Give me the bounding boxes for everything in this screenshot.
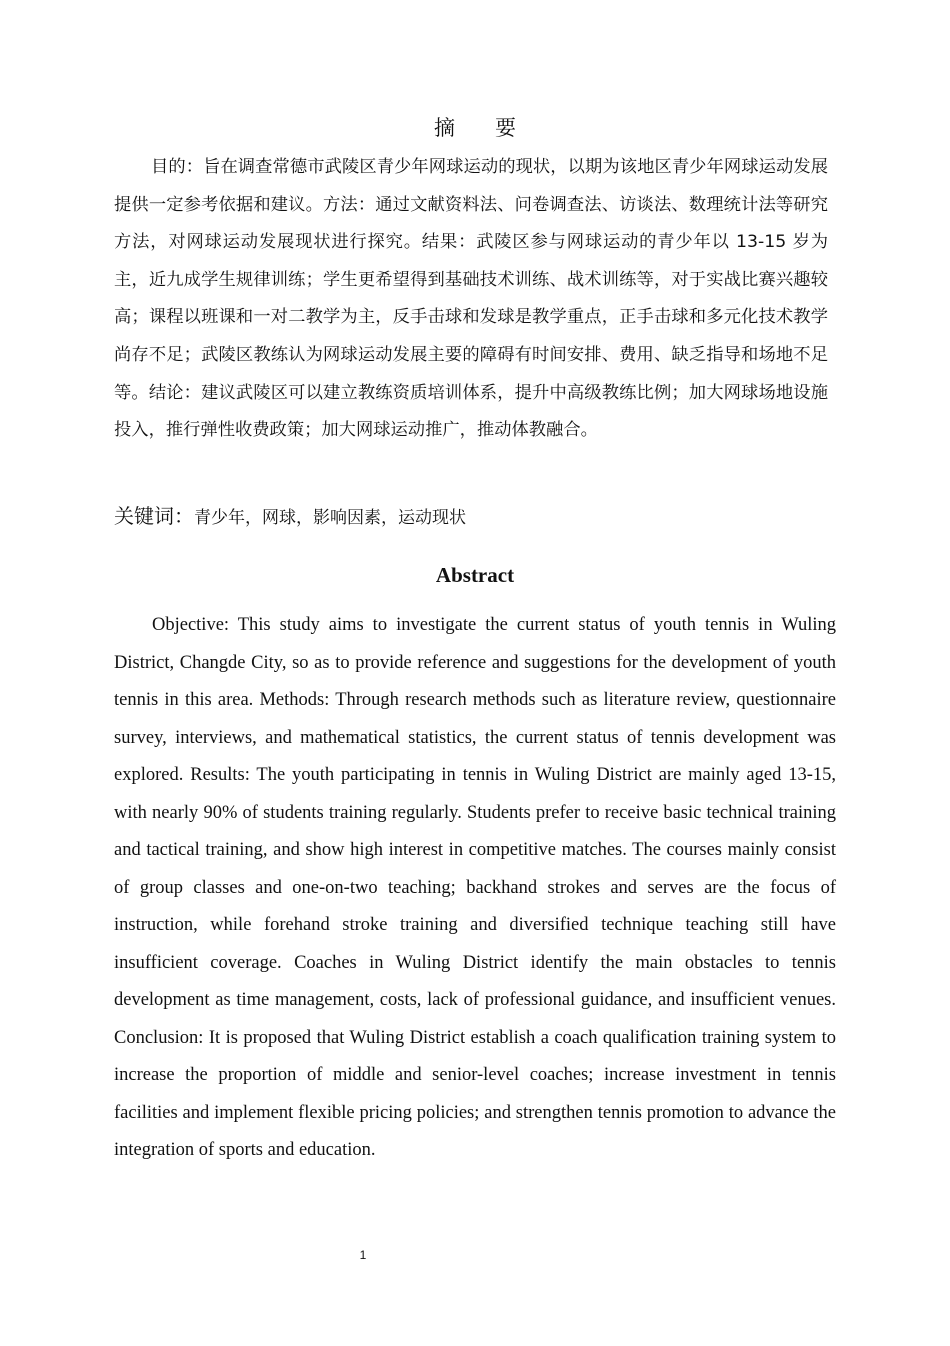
english-abstract-title: Abstract [435, 563, 515, 587]
english-abstract-body: Objective: This study aims to investigate the current status of youth tennis in Wuling District, Changde City, so as to provide reference and suggestions for the development of youth tennis in this area. Methods: Through research methods such as literature review, questionnaire survey, interviews, and mathematical statistics, the current status of tennis development was explored. Results: The youth participating in tennis in Wuling District are mainly aged 13-15, with nearly 90% of students training regularly. Students prefer to receive basic technical training and tactical training, and show high interest in competitive matches. The courses mainly consist of group classes and one-on-two teaching; backhand strokes and serves are the focus of instruction, while forehand stroke training and diversified technique teaching still have insufficient coverage. Coaches in Wuling District identify the main obstacles to tennis development as time management, costs, lack of professional guidance, and insufficient venues. Conclusion: It is proposed that Wuling District establish a coach qualification training system to increase the proportion of middle and senior-level coaches; increase investment in tennis facilities and implement flexible pricing policies; and strengthen tennis promotion to advance the integration of sports and education. [114, 615, 836, 1160]
chinese-title-char-1: 摘 [434, 116, 455, 140]
page-number: 1 [359, 1248, 367, 1262]
chinese-abstract-title [0, 112, 950, 142]
keywords-values: 青少年，网球，影响因素，运动现状 [194, 508, 466, 528]
keywords-label: 关键词： [114, 504, 194, 528]
chinese-title-char-2: 要 [495, 116, 516, 140]
chinese-keywords [114, 500, 828, 534]
chinese-abstract-body: 目的：旨在调查常德市武陵区青少年网球运动的现状，以期为该地区青少年网球运动发展提供一定参考依据和建议。方法：通过文献资料法、问卷调查法、访谈法、数理统计法等研究方法，对网球运动发展现状进行探究。结果：武陵区参与网球运动的青少年以 13-15 岁为主，近九成学生规律训练；学生更希望得到基础技术训练、战术训练等，对于实战比赛兴趣较高；课程以班课和一对二教学为主，反手击球和发球是教学重点，正手击球和多元化技术教学尚存不足；武陵区教练认为网球运动发展主要的障碍有时间安排、费用、缺乏指导和场地不足等。结论：建议武陵区可以建立教练资质培训体系，提升中高级教练比例；加大网球场地设施投入，推行弹性收费政策；加大网球运动推广，推动体教融合。 [114, 157, 828, 441]
